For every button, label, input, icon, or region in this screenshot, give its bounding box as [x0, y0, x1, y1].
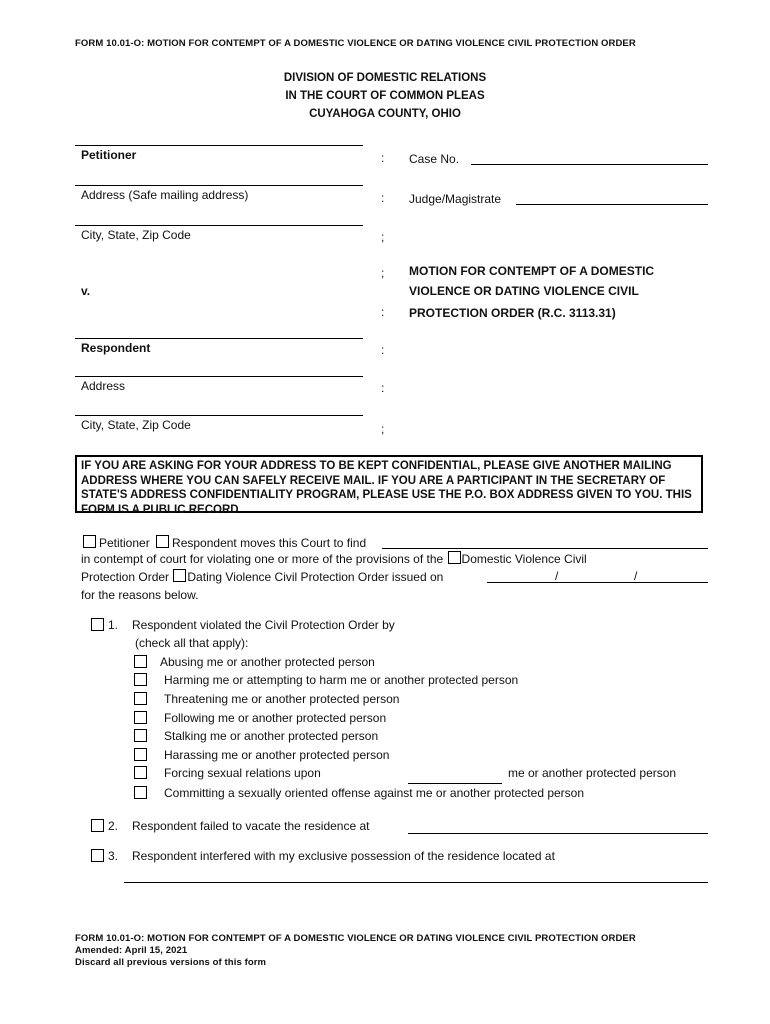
footer-discard: Discard all previous versions of this form	[75, 957, 267, 968]
protection-order-label: Protection Order	[81, 570, 170, 584]
forcing-name-field[interactable]	[408, 783, 502, 784]
dating-order-label: Dating Violence Civil Protection Order issued on	[187, 570, 444, 584]
contempt-line	[81, 551, 587, 566]
motion-title-line2: VIOLENCE OR DATING VIOLENCE CIVIL	[409, 284, 639, 298]
caption-colon: :	[381, 191, 385, 205]
issue-date-field[interactable]	[487, 582, 708, 583]
motion-title-line1: MOTION FOR CONTEMPT OF A DOMESTIC	[409, 264, 655, 278]
address-label: Address	[81, 379, 126, 393]
item1-number: 1.	[108, 618, 119, 632]
harassing-label: Harassing me or another protected person	[164, 748, 390, 762]
footer-form-title: FORM 10.01-O: MOTION FOR CONTEMPT OF A DOMESTIC VIOLENCE OR DATING VIOLENCE CIVIL PROTECTION ORDER	[75, 933, 636, 944]
caption-colon: :	[381, 343, 385, 357]
respondent-city-line[interactable]	[75, 415, 363, 416]
item1-subtext: (check all that apply):	[135, 636, 249, 650]
case-no-field[interactable]	[471, 164, 708, 165]
stalking-label: Stalking me or another protected person	[164, 729, 379, 743]
following-label: Following me or another protected person	[164, 711, 387, 725]
item1-text: Respondent violated the Civil Protection Order by	[132, 618, 395, 632]
motion-title-line3: PROTECTION ORDER (R.C. 3113.31)	[409, 306, 616, 320]
judge-field[interactable]	[516, 204, 708, 205]
respondent-address-line[interactable]	[75, 376, 363, 377]
harming-checkbox[interactable]	[134, 673, 147, 686]
harming-label: Harming me or attempting to harm me or another protected person	[164, 673, 519, 687]
city-state-zip-label: City, State, Zip Code	[81, 418, 191, 432]
date-slash: /	[634, 569, 638, 583]
contempt-text: in contempt of court for violating one or more of the provisions of the	[81, 552, 444, 566]
petitioner-name-line[interactable]	[75, 145, 363, 146]
respondent-label: Respondent	[81, 341, 151, 355]
sexual-offense-checkbox[interactable]	[134, 786, 147, 799]
contemnor-name-field[interactable]	[382, 548, 708, 549]
item3-text: Respondent interfered with my exclusive possession of the residence located at	[132, 849, 555, 863]
vacate-address-field[interactable]	[408, 833, 708, 834]
date-slash: /	[555, 569, 559, 583]
item1-checkbox[interactable]	[91, 618, 104, 631]
court-name: IN THE COURT OF COMMON PLEAS	[285, 90, 485, 102]
confidentiality-notice	[75, 455, 703, 516]
dating-order-checkbox[interactable]	[173, 569, 186, 582]
forcing-label: Forcing sexual relations upon	[164, 766, 321, 780]
caption-colon: :	[381, 151, 385, 165]
harassing-checkbox[interactable]	[134, 748, 147, 761]
dv-order-label: Domestic Violence Civil	[461, 552, 587, 566]
dv-order-checkbox[interactable]	[448, 551, 461, 564]
item3-number: 3.	[108, 849, 119, 863]
caption-semicolon: ;	[381, 230, 385, 244]
order-type-line	[81, 569, 443, 584]
notice-text: IF YOU ARE ASKING FOR YOUR ADDRESS TO BE KEPT CONFIDENTIAL, PLEASE GIVE ANOTHER MAILING ADDRESS WHERE YOU CAN SAFELY RECEIVE MAIL. IF YOU ARE A PARTICIPANT IN THE SECRETARY OF STATE'S ADDRESS CONFIDENTIALITY PROGRAM, PLEASE USE THE P.O. BOX ADDRESS GIVEN TO YOU. THIS FORM IS A PUBLIC RECORD.	[81, 460, 692, 516]
sexual-offense-label: Committing a sexually oriented offense against me or another protected person	[164, 786, 585, 800]
abusing-checkbox[interactable]	[134, 655, 147, 668]
petitioner-checkbox[interactable]	[83, 535, 96, 548]
judge-label: Judge/Magistrate	[409, 192, 502, 206]
petitioner-address-line[interactable]	[75, 185, 363, 186]
case-no-label: Case No.	[409, 152, 460, 166]
court-county: CUYAHOGA COUNTY, OHIO	[309, 108, 461, 120]
caption-colon: :	[381, 381, 385, 395]
petitioner-city-line[interactable]	[75, 225, 363, 226]
petitioner-label: Petitioner	[81, 148, 137, 162]
petitioner-checkbox-label: Petitioner	[99, 536, 150, 550]
forcing-suffix: me or another protected person	[508, 766, 677, 780]
item2-text: Respondent failed to vacate the residence at	[132, 819, 370, 833]
item3-checkbox[interactable]	[91, 849, 104, 862]
city-state-zip-label: City, State, Zip Code	[81, 228, 191, 242]
forcing-checkbox[interactable]	[134, 766, 147, 779]
stalking-checkbox[interactable]	[134, 729, 147, 742]
footer-amended: Amended: April 15, 2021	[75, 945, 188, 956]
versus-label: v.	[81, 284, 91, 298]
court-division: DIVISION OF DOMESTIC RELATIONS	[283, 72, 487, 84]
form-header: FORM 10.01-O: MOTION FOR CONTEMPT OF A DOMESTIC VIOLENCE OR DATING VIOLENCE CIVIL PROTECTION ORDER	[75, 38, 636, 49]
mover-line	[83, 535, 366, 550]
respondent-checkbox[interactable]	[156, 535, 169, 548]
respondent-checkbox-label: Respondent moves this Court to find	[172, 536, 367, 550]
following-checkbox[interactable]	[134, 711, 147, 724]
residence-address-field[interactable]	[124, 882, 708, 883]
caption-semicolon: ;	[381, 266, 385, 280]
caption-semicolon: ;	[381, 422, 385, 436]
caption-colon: :	[381, 305, 385, 319]
address-safe-label: Address (Safe mailing address)	[81, 188, 249, 202]
reasons-text: for the reasons below.	[81, 588, 199, 602]
threatening-checkbox[interactable]	[134, 692, 147, 705]
item2-number: 2.	[108, 819, 119, 833]
abusing-label: Abusing me or another protected person	[160, 655, 375, 669]
threatening-label: Threatening me or another protected person	[164, 692, 400, 706]
respondent-name-line[interactable]	[75, 338, 363, 339]
item2-checkbox[interactable]	[91, 819, 104, 832]
